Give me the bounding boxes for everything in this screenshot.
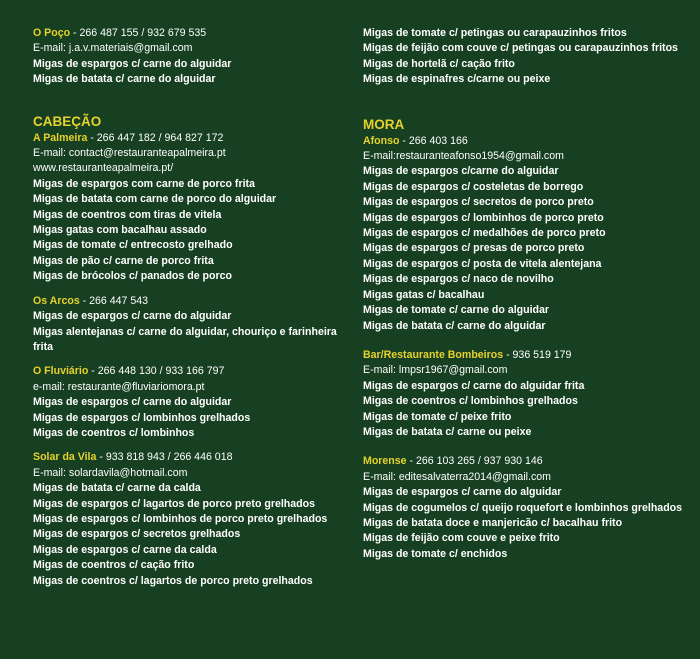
- dish-item: Migas de espargos c/ presas de porco preto: [363, 242, 585, 255]
- restaurant-solar-da-vila: [33, 450, 351, 589]
- dish-item: Migas de tomate c/ carne do alguidar: [363, 304, 550, 317]
- dish-item: Migas de espargos c/ lombinhos de porco preto: [363, 211, 604, 224]
- restaurant-phone: - 266 103 265 / 937 930 146: [406, 455, 543, 468]
- restaurant-phone: - 933 818 943 / 266 446 018: [96, 451, 233, 464]
- dish-item: Migas de feijão com couve c/ petingas ou carapauzinhos fritos: [363, 42, 678, 55]
- restaurant-name: O Fluviário: [33, 365, 89, 378]
- restaurant-email: e-mail: restaurante@fluviariomora.pt: [33, 380, 205, 393]
- dish-item-continued: frita: [33, 340, 54, 353]
- dish-item: Migas de espargos c/ carne do alguidar frita: [363, 379, 585, 392]
- dish-item: Migas gatas c/ bacalhau: [363, 288, 485, 301]
- restaurant-header: [33, 294, 351, 309]
- restaurant-o-poco: [33, 26, 351, 88]
- restaurant-name: Solar da Vila: [33, 451, 97, 464]
- restaurant-email: E-mail: editesalvaterra2014@gmail.com: [363, 470, 551, 483]
- restaurant-name: O Poço: [33, 27, 71, 39]
- dish-item: Migas de batata c/ carne do alguidar: [363, 319, 546, 332]
- restaurant-header: [363, 454, 693, 469]
- dish-item: Migas de tomate c/ petingas ou carapauzinhos fritos: [363, 27, 627, 39]
- dish-item: Migas de espargos c/carne do alguidar: [363, 165, 559, 178]
- restaurant-header: [33, 364, 351, 379]
- section-title-mora: MORA: [363, 116, 405, 132]
- dish-item: Migas de hortelã c/ cação frito: [363, 57, 515, 70]
- dish-item: Migas de pão c/ carne de porco frita: [33, 254, 214, 267]
- dish-item: Migas de espargos c/ naco de novilho: [363, 273, 554, 286]
- dish-item: Migas de espargos com carne de porco frita: [33, 177, 255, 190]
- dish-item: Migas de espargos c/ costeletas de borrego: [363, 180, 584, 193]
- restaurant-header: [33, 450, 351, 465]
- dish-item: Migas gatas com bacalhau assado: [33, 224, 207, 237]
- dish-item: Migas de batata c/ carne da calda: [33, 482, 201, 495]
- restaurant-os-arcos: [33, 294, 351, 356]
- restaurant-email: E-mail: contact@restauranteapalmeira.pt: [33, 147, 226, 160]
- restaurant-phone: - 936 519 179: [503, 348, 572, 361]
- dish-item: Migas de espargos c/ carne do alguidar: [363, 486, 562, 499]
- restaurant-header: [33, 131, 351, 146]
- restaurant-name: Os Arcos: [33, 294, 80, 307]
- dish-item: Migas de espargos c/ posta de vitela alentejana: [363, 257, 602, 270]
- restaurant-phone: - 266 447 543: [79, 294, 149, 307]
- restaurant-a-palmeira: [33, 131, 351, 285]
- restaurant-email: E-mail:restauranteafonso1954@gmail.com: [363, 150, 564, 163]
- section-title-cabecao: CABEÇÃO: [33, 113, 102, 129]
- restaurant-website: www.restauranteapalmeira.pt/: [33, 162, 174, 175]
- dish-item: Migas de espargos c/ carne do alguidar: [33, 396, 232, 409]
- dish-item: Migas de tomate c/ entrecosto grelhado: [33, 239, 233, 252]
- dish-item: Migas de espargos c/ secretos grelhados: [33, 528, 241, 541]
- restaurant-phone: - 266 403 166: [399, 134, 468, 147]
- restaurant-phone: - 266 487 155 / 932 679 535: [70, 27, 207, 39]
- restaurant-phone: - 266 447 182 / 964 827 172: [87, 131, 224, 144]
- restaurant-phone: - 266 448 130 / 933 166 797: [88, 365, 225, 378]
- dish-item: Migas alentejanas c/ carne do alguidar, chouriço e farinheira: [33, 325, 337, 338]
- dish-item: Migas de espargos c/ lagartos de porco preto grelhados: [33, 497, 315, 510]
- left-column: [33, 26, 351, 598]
- restaurant-bombeiros: [363, 348, 693, 440]
- restaurant-name: Afonso: [363, 134, 400, 147]
- dish-item: Migas de feijão com couve e peixe frito: [363, 532, 560, 545]
- restaurant-name: Bar/Restaurante Bombeiros: [363, 348, 504, 361]
- right-column: [363, 26, 693, 571]
- dish-item: Migas de batata doce e manjericão c/ bacalhau frito: [363, 516, 623, 529]
- dish-item: Migas de espargos c/ lombinhos grelhados: [33, 411, 251, 424]
- dish-item: Migas de espargos c/ carne da calda: [33, 543, 217, 556]
- dish-item: Migas de espargos c/ secretos de porco preto: [363, 196, 594, 209]
- continued-dishes: [363, 26, 693, 88]
- dish-item: Migas de tomate c/ enchidos: [363, 547, 508, 560]
- dish-item: Migas de cogumelos c/ queijo roquefort e lombinhos grelhados: [363, 501, 683, 514]
- dish-item: Migas de brócolos c/ panados de porco: [33, 270, 232, 283]
- dish-item: Migas de espargos c/ carne do alguidar: [33, 310, 232, 323]
- restaurant-header: [363, 134, 693, 149]
- dish-item: Migas de batata com carne de porco do alguidar: [33, 193, 277, 206]
- dish-item: Migas de espargos c/ medalhões de porco preto: [363, 227, 606, 240]
- restaurant-email: E-mail: lmpsr1967@gmail.com: [363, 364, 508, 377]
- restaurant-header: [33, 26, 351, 41]
- dish-item: Migas de batata c/ carne ou peixe: [363, 425, 532, 438]
- restaurant-header: [363, 348, 693, 363]
- dish-item: Migas de batata c/ carne do alguidar: [33, 73, 216, 86]
- restaurant-morense: [363, 454, 693, 562]
- dish-item: Migas de espargos c/ lombinhos de porco preto grelhados: [33, 512, 328, 525]
- dish-item: Migas de coentros com tiras de vitela: [33, 208, 222, 221]
- dish-item: Migas de espinafres c/carne ou peixe: [363, 73, 551, 86]
- dish-item: Migas de coentros c/ lombinhos grelhados: [363, 395, 578, 408]
- restaurant-o-fluviario: [33, 364, 351, 441]
- dish-item: Migas de coentros c/ cação frito: [33, 559, 195, 572]
- dish-item: Migas de coentros c/ lombinhos: [33, 426, 195, 439]
- restaurant-name: A Palmeira: [33, 131, 88, 144]
- dish-item: Migas de coentros c/ lagartos de porco preto grelhados: [33, 574, 313, 587]
- dish-item: Migas de espargos c/ carne do alguidar: [33, 57, 232, 70]
- dish-item: Migas de tomate c/ peixe frito: [363, 410, 512, 423]
- restaurant-email: E-mail: solardavila@hotmail.com: [33, 466, 188, 479]
- restaurant-name: Morense: [363, 455, 407, 468]
- restaurant-email: E-mail: j.a.v.materiais@gmail.com: [33, 42, 193, 55]
- restaurant-afonso: [363, 134, 693, 334]
